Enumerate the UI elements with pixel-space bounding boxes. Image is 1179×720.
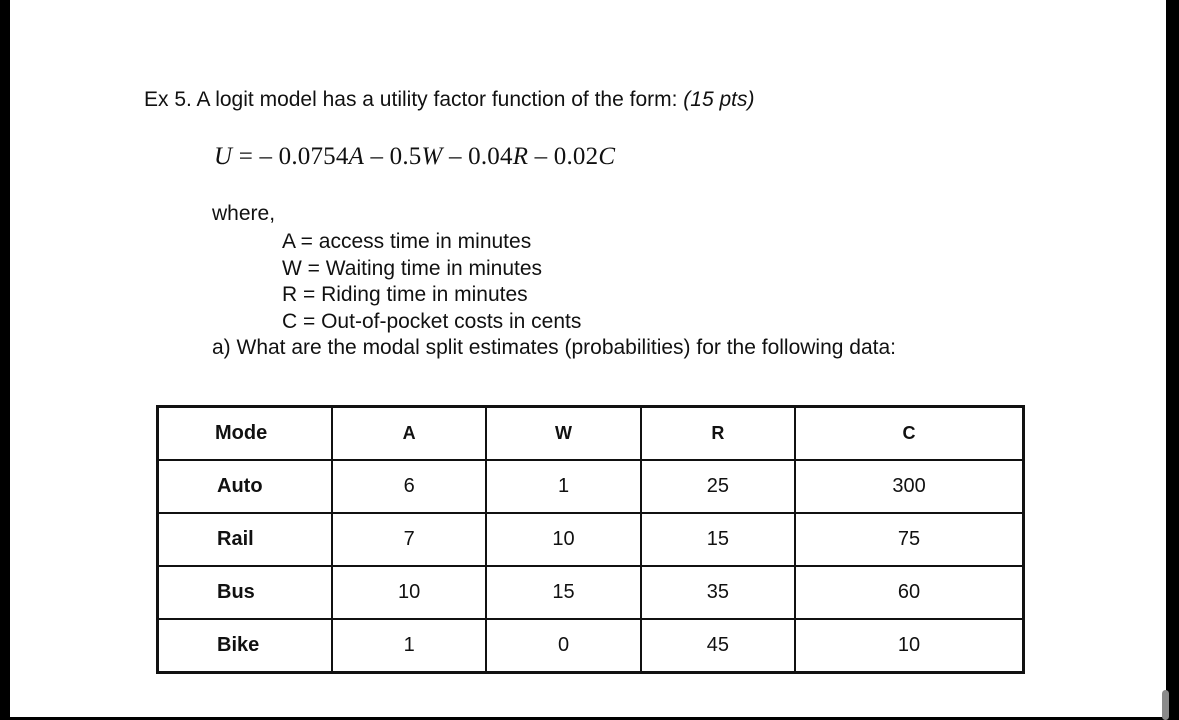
mode-data-table: [156, 405, 1025, 674]
variable-definitions: [282, 229, 581, 336]
definition-r: R = Riding time in minutes: [282, 283, 528, 307]
problem-heading: [144, 88, 755, 112]
cell-c: 300: [795, 460, 1023, 513]
formula-var-r: R: [512, 143, 529, 170]
document-page: [10, 0, 1166, 717]
formula-part-1: = – 0.0754: [232, 143, 349, 170]
cell-mode: Rail: [158, 513, 333, 566]
definition-c: C = Out-of-pocket costs in cents: [282, 310, 582, 334]
formula-part-2: – 0.5: [364, 143, 422, 170]
cell-r: 25: [641, 460, 795, 513]
heading-text: Ex 5. A logit model has a utility factor function of the form:: [144, 88, 678, 111]
table-row: [158, 513, 1024, 566]
header-c: C: [795, 407, 1023, 461]
header-r: R: [641, 407, 795, 461]
cell-c: 75: [795, 513, 1023, 566]
formula-part-3: – 0.04: [442, 143, 513, 170]
cell-a: 10: [332, 566, 486, 619]
points-label: (15 pts): [683, 88, 755, 111]
cell-a: 1: [332, 619, 486, 673]
utility-formula: [214, 143, 615, 171]
scrollbar-thumb[interactable]: [1162, 690, 1169, 720]
header-mode: Mode: [158, 407, 333, 461]
cell-mode: Bus: [158, 566, 333, 619]
cell-r: 15: [641, 513, 795, 566]
definition-w: W = Waiting time in minutes: [282, 256, 543, 280]
formula-part-4: – 0.02: [528, 143, 599, 170]
table-row: [158, 619, 1024, 673]
where-label: where,: [212, 202, 276, 225]
header-a: A: [332, 407, 486, 461]
cell-c: 10: [795, 619, 1023, 673]
table-row: [158, 460, 1024, 513]
cell-w: 10: [486, 513, 640, 566]
cell-w: 0: [486, 619, 640, 673]
definition-a: A = access time in minutes: [282, 230, 532, 253]
cell-a: 6: [332, 460, 486, 513]
cell-c: 60: [795, 566, 1023, 619]
formula-var-w: W: [421, 143, 443, 170]
formula-var-a: A: [348, 143, 365, 170]
header-w: W: [486, 407, 640, 461]
cell-r: 35: [641, 566, 795, 619]
table-row: [158, 566, 1024, 619]
formula-var-c: C: [598, 143, 616, 170]
cell-w: 15: [486, 566, 640, 619]
formula-var-u: U: [214, 143, 233, 170]
cell-a: 7: [332, 513, 486, 566]
cell-mode: Bike: [158, 619, 333, 673]
table-header-row: [158, 407, 1024, 461]
question-a: a) What are the modal split estimates (probabilities) for the following data:: [212, 336, 896, 359]
cell-r: 45: [641, 619, 795, 673]
cell-mode: Auto: [158, 460, 333, 513]
cell-w: 1: [486, 460, 640, 513]
